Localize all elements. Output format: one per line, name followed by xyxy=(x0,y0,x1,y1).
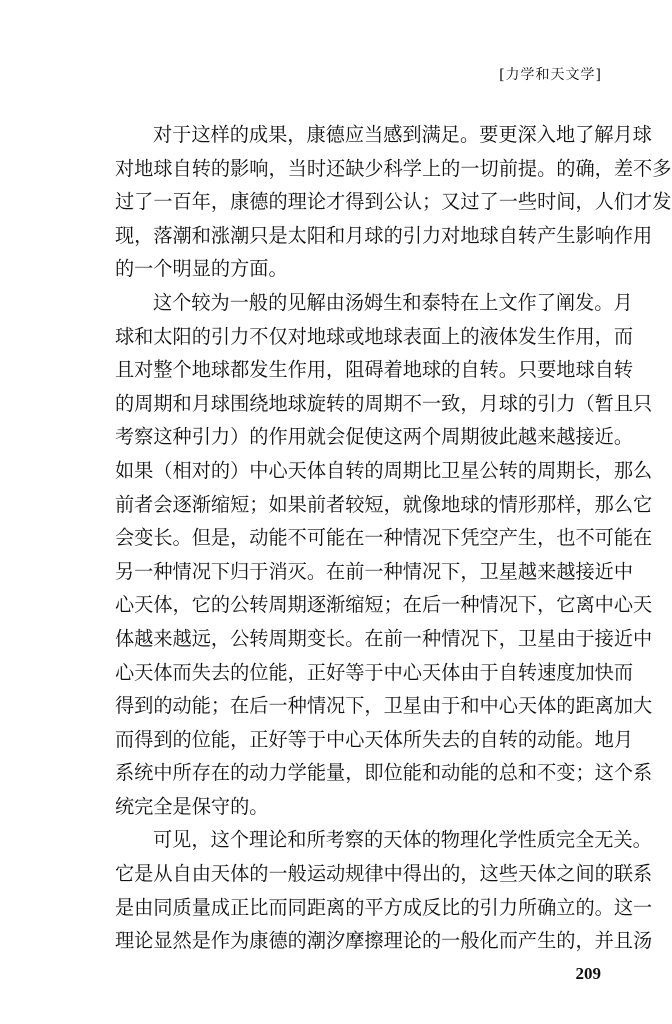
text-line: 考察这种引力）的作用就会促使这两个周期彼此越来越接近。 xyxy=(115,425,634,449)
body-text xyxy=(115,118,672,958)
text-line: 统完全是保守的。 xyxy=(115,794,269,818)
text-line: 前者会逐渐缩短；如果前者较短，就像地球的情形那样，那么它 xyxy=(115,492,653,516)
text-line: 球和太阳的引力不仅对地球或地球表面上的液体发生作用，而 xyxy=(115,324,634,348)
text-line: 它是从自由天体的一般运动规律中得出的，这些天体之间的联系 xyxy=(115,862,653,886)
text-line: 体越来越远，公转周期变长。在前一种情况下，卫星由于接近中 xyxy=(115,626,653,650)
text-line: 现，落潮和涨潮只是太阳和月球的引力对地球自转产生影响作用 xyxy=(115,223,653,247)
text-line: 的一个明显的方面。 xyxy=(115,257,288,281)
text-line: 是由同质量成正比而同距离的平方成反比的引力所确立的。这一 xyxy=(115,895,653,919)
paragraph-3 xyxy=(115,823,653,957)
paragraph-2 xyxy=(115,286,653,824)
text-line: 对地球自转的影响，当时还缺少科学上的一切前提。的确，差不多 xyxy=(115,156,672,180)
text-line: 如果（相对的）中心天体自转的周期比卫星公转的周期长，那么 xyxy=(115,458,653,482)
text-line: 对于这样的成果，康德应当感到满足。要更深入地了解月球 xyxy=(153,123,652,146)
text-line: 理论显然是作为康德的潮汐摩擦理论的一般化而产生的，并且汤 xyxy=(115,929,653,953)
text-line: 心天体，它的公转周期逐渐缩短；在后一种情况下，它离中心天 xyxy=(115,593,653,617)
running-header: [力学和天文学] xyxy=(499,67,602,83)
text-line: 这个较为一般的见解由汤姆生和泰特在上文作了阐发。月 xyxy=(153,290,633,314)
text-line: 会变长。但是，动能不可能在一种情况下凭空产生，也不可能在 xyxy=(115,526,653,550)
text-line: 得到的动能；在后一种情况下，卫星由于和中心天体的距离加大 xyxy=(115,694,653,718)
page-number: 209 xyxy=(575,964,601,983)
text-line: 系统中所存在的动力学能量，即位能和动能的总和不变；这个系 xyxy=(115,761,653,785)
text-line: 的周期和月球围绕地球旋转的周期不一致，月球的引力（暂且只 xyxy=(115,391,653,415)
text-line: 可见，这个理论和所考察的天体的物理化学性质完全无关。 xyxy=(153,828,652,852)
text-line: 而得到的位能，正好等于中心天体所失去的自转的动能。地月 xyxy=(115,727,634,751)
text-line: 且对整个地球都发生作用，阻碍着地球的自转。只要地球自转 xyxy=(115,358,634,382)
text-line: 过了一百年，康德的理论才得到公认；又过了一些时间，人们才发 xyxy=(115,190,672,214)
text-line: 心天体而失去的位能，正好等于中心天体由于自转速度加快而 xyxy=(115,660,634,684)
paragraph-1 xyxy=(115,118,672,286)
text-line: 另一种情况下归于消灭。在前一种情况下，卫星越来越接近中 xyxy=(115,559,634,583)
